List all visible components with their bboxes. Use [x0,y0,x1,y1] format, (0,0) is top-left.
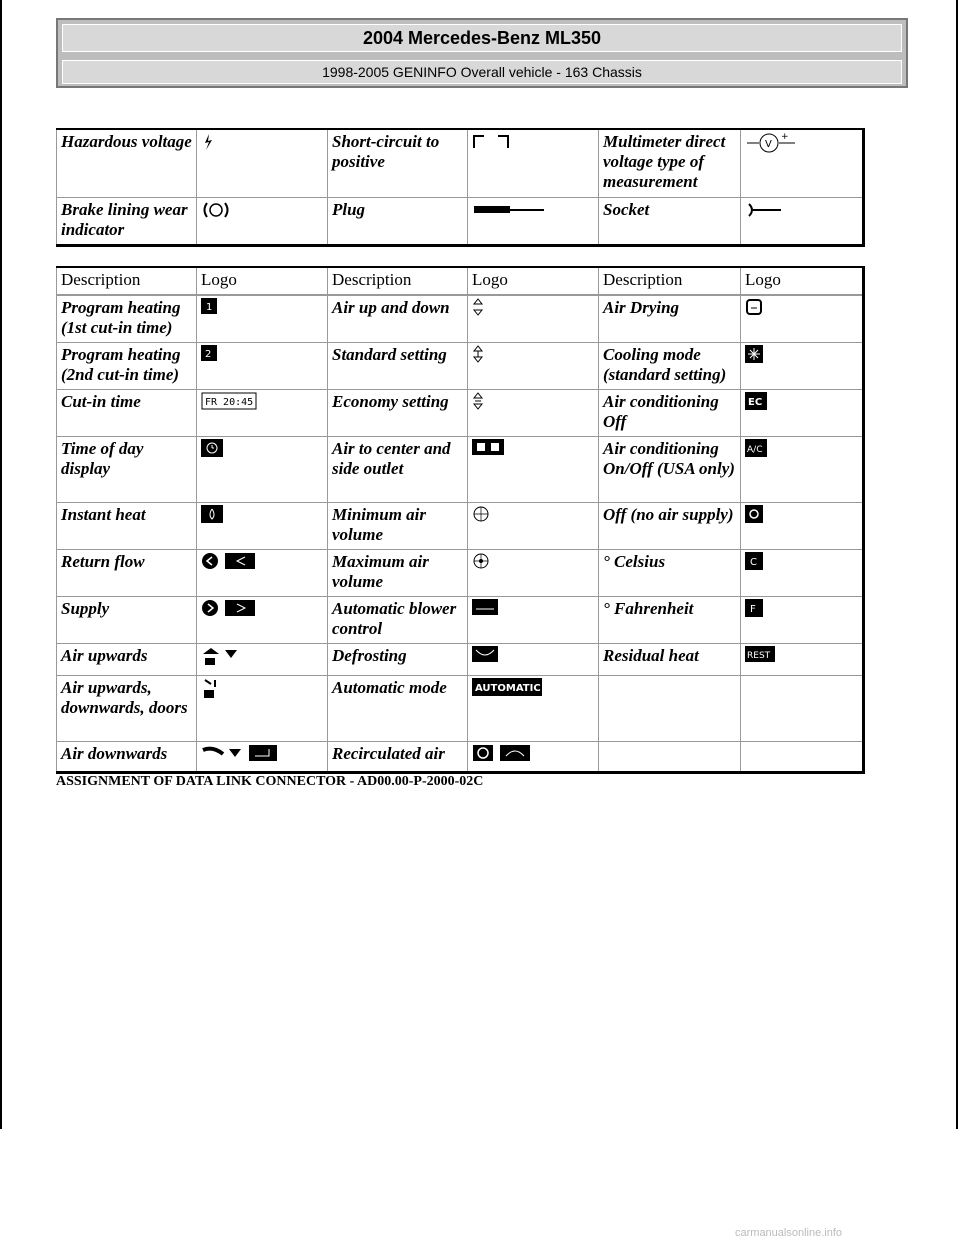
cell-description: Program heating (2nd cut-in time) [57,343,197,390]
multimeter-icon [741,129,864,197]
cell-description: Cooling mode (standard setting) [599,343,741,390]
celsius-icon [741,550,864,597]
cell-description: Air upwards, downwards, doors [57,676,197,742]
empty-cell [741,742,864,773]
column-header: Logo [741,267,864,295]
table-row [57,197,864,245]
cell-description: Program heating (1st cut-in time) [57,295,197,343]
table-row [57,343,864,390]
cell-description: Automatic blower control [328,597,468,644]
economy-setting-icon [468,390,599,437]
section-caption: ASSIGNMENT OF DATA LINK CONNECTOR - AD00.00-P-2000-02C [56,774,484,789]
document-header [56,18,908,88]
empty-cell [741,676,864,742]
air-upwards-icon [197,644,328,676]
residual-heat-icon [741,644,864,676]
automatic-mode-icon [468,676,599,742]
symbols-table [56,128,865,247]
cell-description: Residual heat [599,644,741,676]
cell-description: Minimum air volume [328,503,468,550]
ac-off-icon [741,390,864,437]
cell-description: Socket [599,197,741,245]
cell-description [599,742,741,773]
ac-on-off-icon [741,437,864,503]
cell-description: Time of day display [57,437,197,503]
fan-min-icon [468,503,599,550]
cell-description: Return flow [57,550,197,597]
air-downwards-icon [197,742,328,773]
table-row [57,129,864,197]
table-row [57,390,864,437]
cell-description: Plug [328,197,468,245]
cell-description: Economy setting [328,390,468,437]
cell-description: Air up and down [328,295,468,343]
climate-symbols-table [56,266,865,774]
off-icon [741,503,864,550]
cell-description: Hazardous voltage [57,129,197,197]
cell-description: Air Drying [599,295,741,343]
defrost-icon [468,644,599,676]
program-heating-1-icon [197,295,328,343]
cell-description: Automatic mode [328,676,468,742]
cell-description: Off (no air supply) [599,503,741,550]
column-header: Description [57,267,197,295]
center-side-outlet-icon [468,437,599,503]
fan-max-icon [468,550,599,597]
table-header-row [57,267,864,295]
return-flow-icon [197,550,328,597]
cell-description: Maximum air volume [328,550,468,597]
cell-description [599,676,741,742]
svg-text:2: 2 [205,349,212,360]
standard-setting-icon [468,343,599,390]
table-row [57,550,864,597]
plug-icon [468,197,599,245]
svg-text:1: 1 [206,302,213,313]
table-row [57,597,864,644]
table-row [57,503,864,550]
svg-text:AUTOMATIC: AUTOMATIC [475,683,541,694]
cell-description: ° Fahrenheit [599,597,741,644]
cooling-mode-icon [741,343,864,390]
column-header: Description [328,267,468,295]
svg-text:+: + [781,132,789,142]
cell-description: Supply [57,597,197,644]
column-header: Logo [468,267,599,295]
cell-description: Standard setting [328,343,468,390]
svg-text:A/C: A/C [747,445,763,455]
hazardous-voltage-icon [197,129,328,197]
cut-in-time-icon [197,390,328,437]
brake-lining-icon [197,197,328,245]
cell-description: Recirculated air [328,742,468,773]
cell-description: Defrosting [328,644,468,676]
svg-text:REST: REST [747,651,771,661]
table-row [57,437,864,503]
automatic-blower-icon [468,597,599,644]
supply-icon [197,597,328,644]
clock-icon [197,437,328,503]
cell-description: Cut-in time [57,390,197,437]
watermark: carmanualsonline.info [735,1227,843,1239]
header-subtitle: 1998-2005 GENINFO Overall vehicle - 163 Chassis [62,60,902,84]
fahrenheit-icon [741,597,864,644]
cell-description: Multimeter direct voltage type of measurement [599,129,741,197]
cell-description: Air conditioning On/Off (USA only) [599,437,741,503]
column-header: Description [599,267,741,295]
cell-description: Brake lining wear indicator [57,197,197,245]
svg-text:V: V [765,139,772,150]
table-row [57,676,864,742]
svg-text:EC: EC [748,397,763,408]
air-up-down-doors-icon [197,676,328,742]
socket-icon [741,197,864,245]
cell-description: Air conditioning Off [599,390,741,437]
cell-description: Air downwards [57,742,197,773]
recirculated-air-icon [468,742,599,773]
short-circuit-icon [468,129,599,197]
table-row [57,644,864,676]
program-heating-2-icon [197,343,328,390]
table-row [57,742,864,773]
cell-description: Air upwards [57,644,197,676]
svg-text:F: F [750,604,756,615]
header-title: 2004 Mercedes-Benz ML350 [62,24,902,52]
cell-description: ° Celsius [599,550,741,597]
svg-text:C: C [750,557,757,568]
column-header: Logo [197,267,328,295]
instant-heat-icon [197,503,328,550]
table-row [57,295,864,343]
cell-description: Instant heat [57,503,197,550]
cell-description: Air to center and side outlet [328,437,468,503]
air-drying-icon [741,295,864,343]
cell-description: Short-circuit to positive [328,129,468,197]
svg-text:FR 20:45: FR 20:45 [205,397,254,408]
air-up-down-icon [468,295,599,343]
